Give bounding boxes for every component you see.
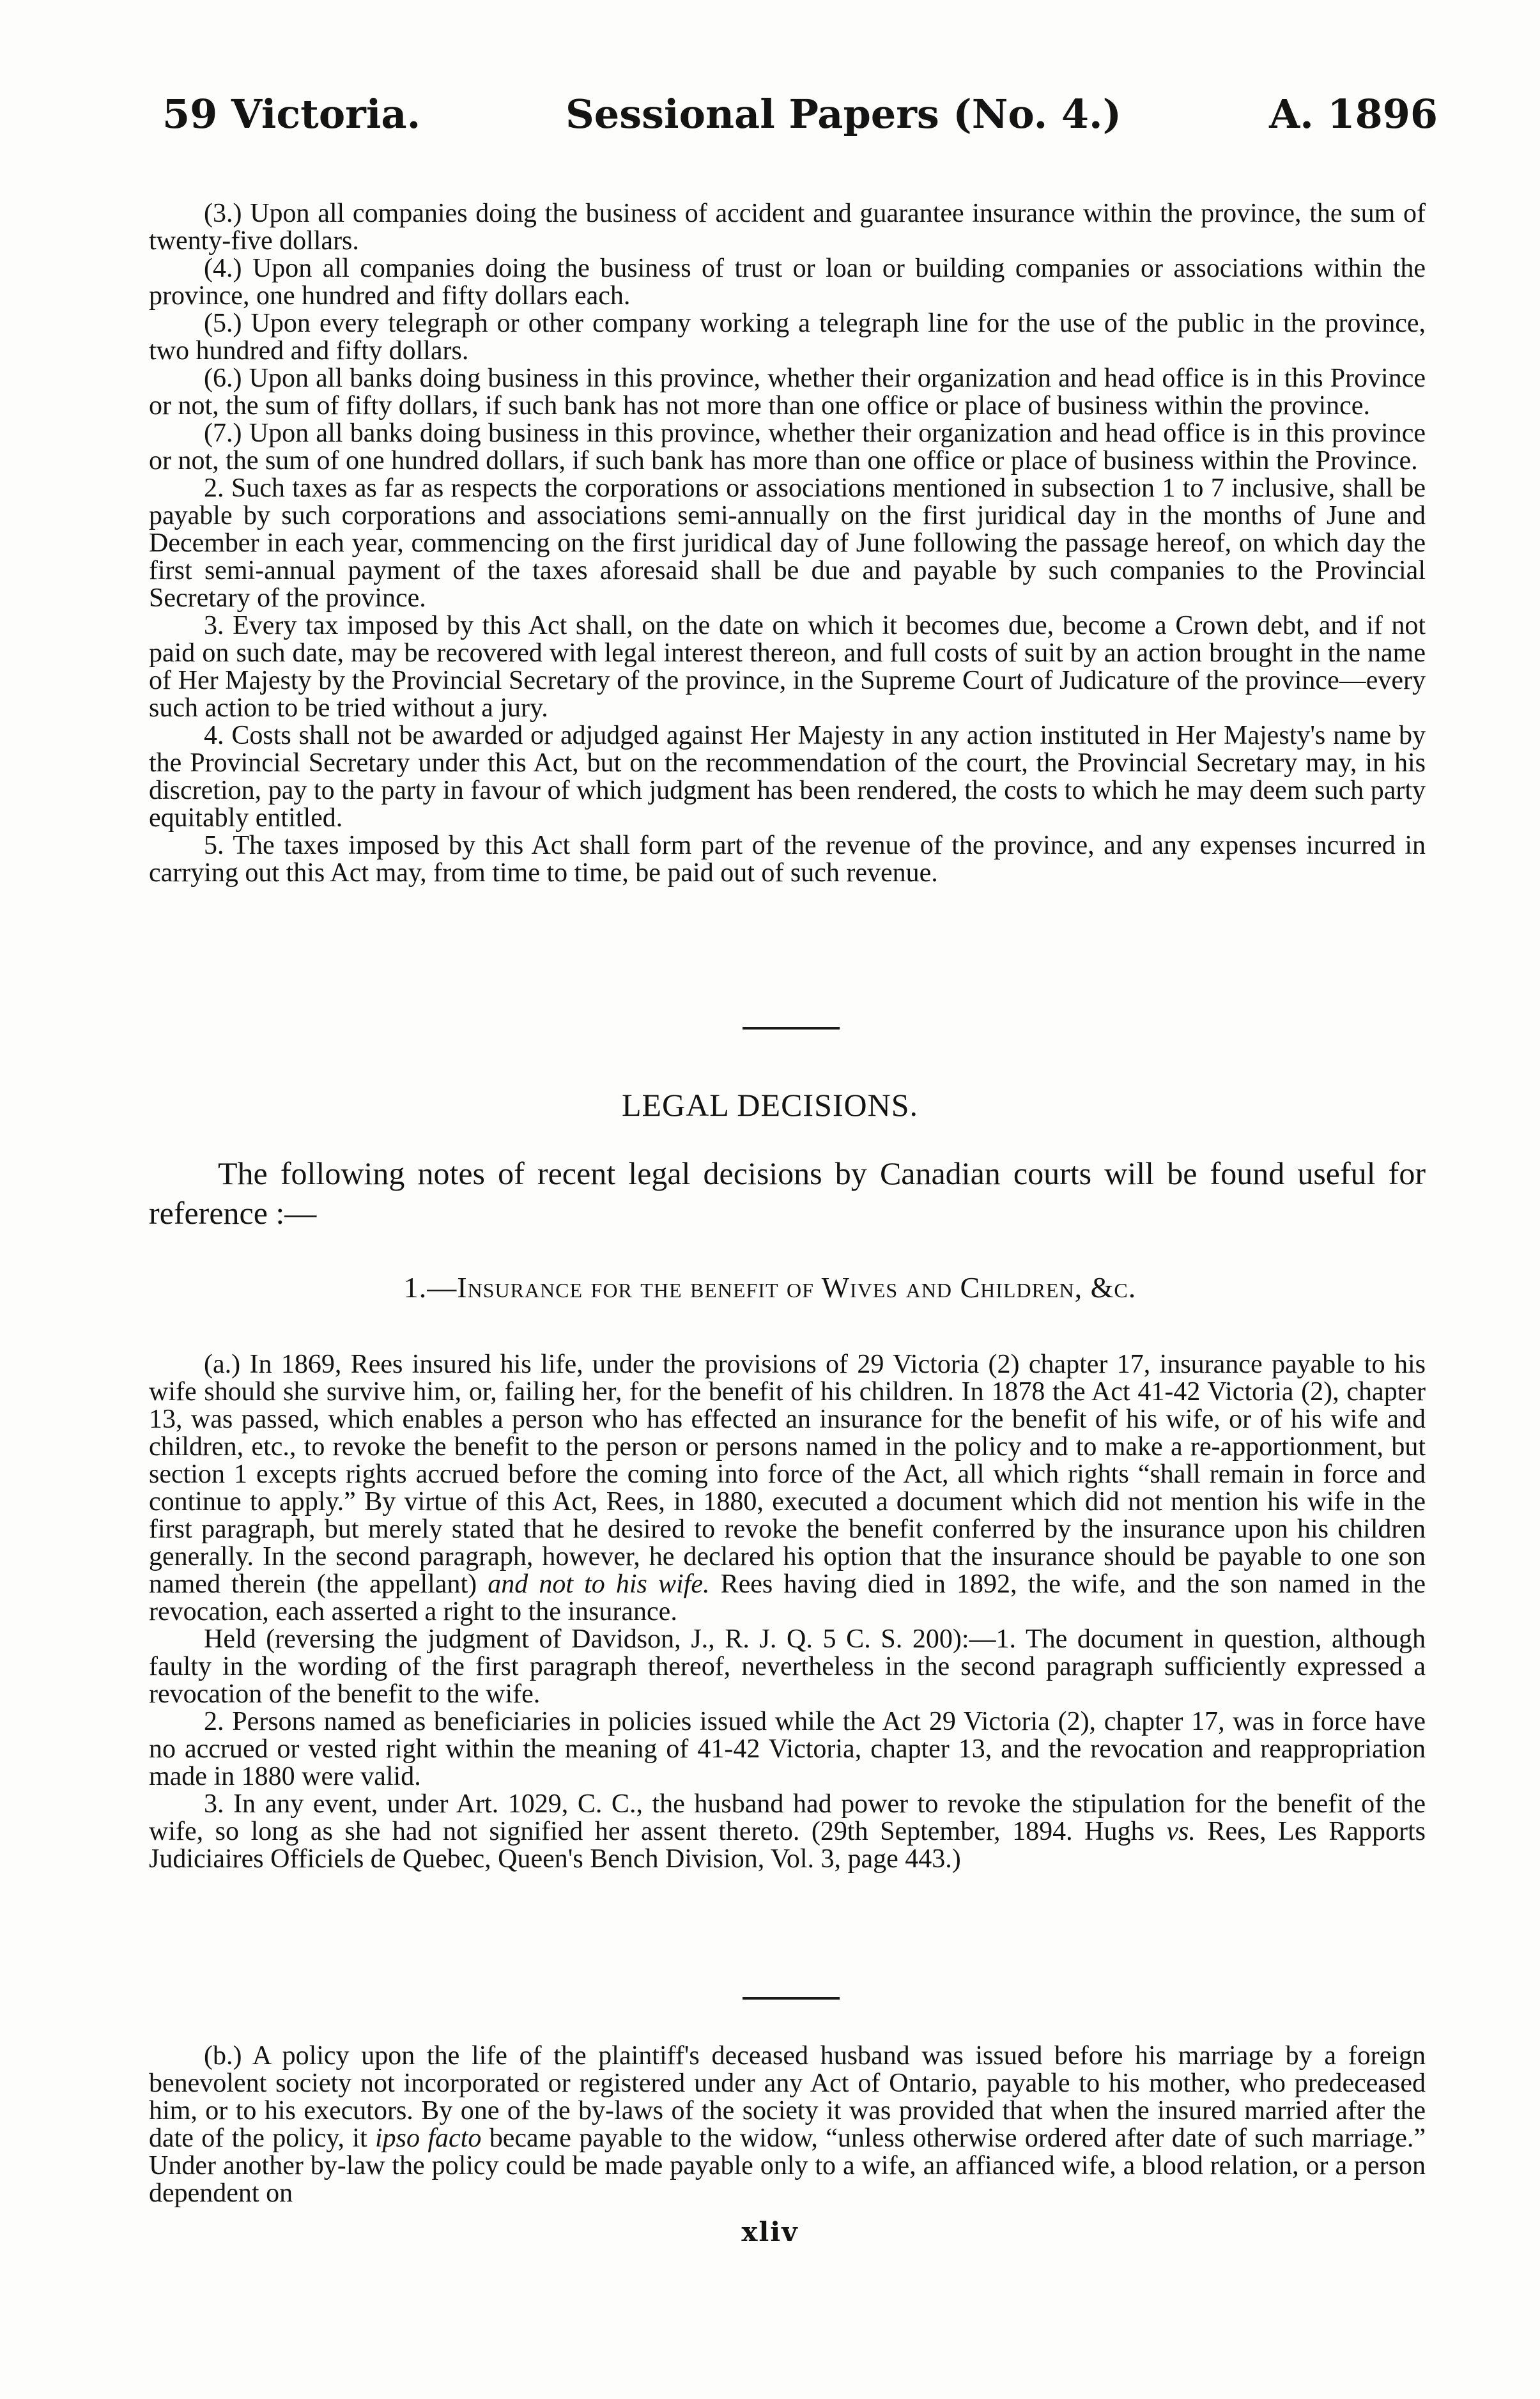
subsection-5: (5.) Upon every telegraph or other company working a telegraph line for the use of the public in the province, two hundred and fifty dollars. [149,309,1426,366]
case-b-italic: ipso facto [375,2124,482,2153]
subsection-6: (6.) Upon all banks doing business in this province, whether their organization and head office is in this Province or not, the sum of fifty dollars, if such bank has not more than one office or place of business within the province. [149,364,1426,420]
section-3: 3. Every tax imposed by this Act shall, on the date on which it becomes due, become a Crown debt, and if not paid on such date, may be recovered with legal interest thereon, and full costs of suit by an action brought in the name of Her Majesty by the Provincial Secretary of the province, in the Supreme Court of Judicature of the province—every such action to be tried without a jury. [149,611,1426,723]
header-session: 59 Victoria. [162,91,421,137]
section-5: 5. The taxes imposed by this Act shall form part of the revenue of the province, and any expenses incurred in carrying out this Act may, from time to time, be paid out of such revenue. [149,831,1426,888]
case-b-facts-part1: (b.) A policy upon the life of the plaintiff's deceased husband was issued before his marriage by a foreign benevolent society not incorporated or registered under any Act of Ontario, payable to his mother, who predeceased him, or to his executors. By one of the by-laws of the society it was provided that when the insured married after the date of the policy, it [149,2041,1426,2153]
case-a-facts [149,1351,1426,1626]
legal-decisions-title: LEGAL DECISIONS. [621,1087,919,1123]
insurance-section-heading: 1.—Insurance for the benefit of Wives and Children, &c. [403,1271,1137,1304]
header-year: A. 1896 [1269,91,1438,137]
case-a-text [149,1351,1426,1873]
statute-text [149,200,1426,887]
page-number: xliv [741,2216,799,2248]
case-a-facts-part2: Rees having died in 1892, the wife, and the son named in the revocation, each asserted a right to the insurance. [149,1570,1426,1626]
subsection-4: (4.) Upon all companies doing the business of trust or loan or building companies or associations within the province, one hundred and fifty dollars each. [149,254,1426,311]
case-a-held: Held (reversing the judgment of Davidson, J., R. J. Q. 5 C. S. 200):—1. The document in question, although faulty in the wording of the first paragraph thereof, nevertheless in the second paragraph sufficiently expressed a revocation of the benefit to the wife. [149,1624,1426,1709]
case-b-text [149,2042,1426,2207]
case-a-point-3-part1: 3. In any event, under Art. 1029, C. C., the husband had power to revoke the stipulation for the benefit of the wife, so long as she had not signified her assent thereto. (29th September, 1894. Hughs [149,1789,1426,1846]
section-divider [743,1027,840,1030]
case-b-facts-part2: became payable to the widow, “unless otherwise ordered after date of such marriage.” Under another by-law the policy could be made payable only to a wife, an affianced wife, a blood relation, or a person dependent on [149,2124,1426,2208]
section-4: 4. Costs shall not be awarded or adjudged against Her Majesty in any action instituted in Her Majesty's name by the Provincial Secretary under this Act, but on the recommendation of the court, the Provincial Secretary may, in his discretion, pay to the party in favour of which judgment has been rendered, the costs to which he may deem such party equitably entitled. [149,721,1426,833]
section-2: 2. Such taxes as far as respects the corporations or associations mentioned in subsection 1 to 7 inclusive, shall be payable by such corporations and associations semi-annually on the first juridical day in the months of June and December in each year, commencing on the first juridical day of June following the passage hereof, on which day the first semi-annual payment of the taxes aforesaid shall be due and payable by such companies to the Provincial Secretary of the province. [149,474,1426,613]
case-a-facts-part1: (a.) In 1869, Rees insured his life, under the provisions of 29 Victoria (2) chapter 17, insurance payable to his wife should she survive him, or, failing her, for the benefit of his children. In 1878 the Act 41-42 Victoria (2), chapter 13, was passed, which enables a person who has effected an insurance for the benefit of his wife, or of his wife and children, etc., to revoke the benefit to the person or persons named in the policy and to make a re-apportionment, but section 1 excepts rights accrued before the coming into force of the Act, all which rights “shall remain in force and continue to apply.” By virtue of this Act, Rees, in 1880, executed a document which did not mention his wife in the first paragraph, but merely stated that he desired to revoke the benefit conferred by the insurance upon his children generally. In the second paragraph, however, he declared his option that the insurance should be payable to one son named therein (the appellant) [149,1350,1426,1599]
intro-text: The following notes of recent legal decisions by Canadian courts will be found useful for reference :— [149,1155,1426,1231]
case-a-citation: Rees, Les Rapports Judiciaires Officiels de Quebec, Queen's Bench Division, Vol. 3, page 443.) [149,1817,1426,1874]
case-a-italic: and not to his wife. [488,1570,710,1599]
case-divider [743,1997,840,2000]
case-a-vs: vs. [1166,1817,1196,1846]
intro-paragraph [149,1153,1426,1233]
subsection-3: (3.) Upon all companies doing the business of accident and guarantee insurance within the province, the sum of twenty-five dollars. [149,199,1426,256]
case-a-point-2: 2. Persons named as beneficiaries in policies issued while the Act 29 Victoria (2), chapter 17, was in force have no accrued or vested right within the meaning of 41-42 Victoria, chapter 13, and the revocation and reappropriation made in 1880 were valid. [149,1707,1426,1791]
case-b-facts [149,2042,1426,2207]
header-title: Sessional Papers (No. 4.) [566,91,1121,137]
case-a-point-3 [149,1791,1426,1873]
subsection-7: (7.) Upon all banks doing business in this province, whether their organization and head office is in this province or not, the sum of one hundred dollars, if such bank has more than one office or place of business within the Province. [149,419,1426,475]
